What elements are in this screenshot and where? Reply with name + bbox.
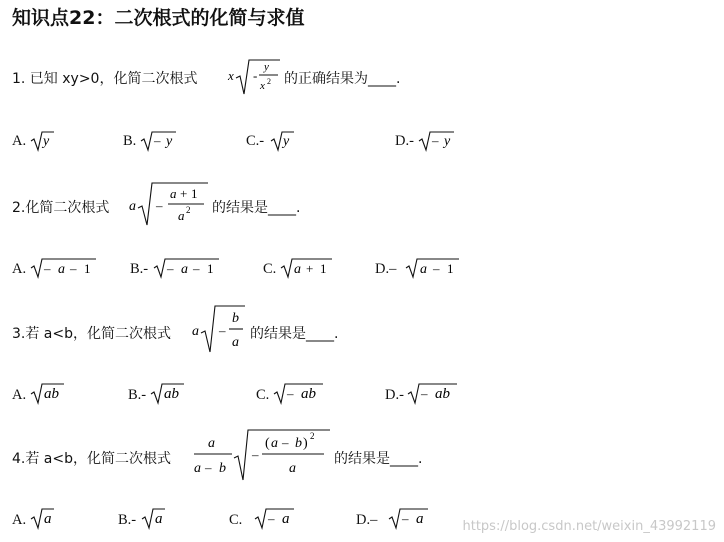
q2-option-a[interactable]: A.: [12, 261, 27, 277]
svg-text:x: x: [260, 80, 265, 92]
svg-text:–: –: [44, 261, 51, 276]
svg-text:y: y: [283, 134, 290, 149]
svg-text:a: a: [271, 436, 278, 451]
q1-option-a-expr: [30, 129, 56, 153]
q4-option-a[interactable]: A.: [12, 512, 27, 528]
q1-option-c[interactable]: C.-: [246, 133, 265, 149]
q4-option-d-expr: [388, 506, 430, 532]
q2-option-d[interactable]: D.–: [375, 261, 397, 277]
svg-text:1: 1: [191, 186, 198, 201]
q1-option-b[interactable]: B.: [123, 133, 137, 149]
svg-text:–: –: [219, 323, 226, 338]
svg-text:b: b: [219, 461, 226, 476]
svg-text:a: a: [155, 511, 163, 527]
svg-text:y: y: [264, 61, 269, 73]
svg-text:a: a: [178, 208, 185, 223]
question-2-suffix: 的结果是____.: [212, 200, 301, 216]
svg-text:a: a: [170, 186, 177, 201]
svg-text:a: a: [294, 262, 301, 277]
q1-option-d-expr: [418, 129, 456, 153]
question-3-suffix: 的结果是____.: [250, 326, 339, 342]
q2-option-a-expr: [30, 256, 98, 280]
question-2-prefix: 2.化简二次根式: [12, 200, 110, 216]
q1-option-c-expr: [270, 129, 296, 153]
svg-text:a: a: [289, 461, 296, 476]
q1-option-d[interactable]: D.-: [395, 133, 414, 149]
svg-text:a: a: [282, 511, 290, 527]
q2-option-c[interactable]: C.: [263, 261, 277, 277]
svg-text:ab: ab: [301, 386, 316, 402]
svg-text:ab: ab: [44, 386, 59, 402]
svg-text:1: 1: [207, 261, 214, 276]
svg-text:x: x: [228, 68, 234, 83]
question-4-suffix: 的结果是____.: [334, 451, 423, 467]
svg-text:1: 1: [320, 261, 327, 276]
q4-option-b-expr: [141, 506, 167, 532]
svg-text:–: –: [167, 261, 174, 276]
svg-text:–: –: [433, 261, 440, 276]
q2-option-b-expr: [153, 256, 221, 280]
svg-text:a: a: [208, 436, 215, 451]
svg-text:ab: ab: [164, 386, 179, 402]
svg-text:–: –: [268, 511, 275, 526]
question-2-expression: [128, 180, 210, 230]
svg-text:–: –: [282, 435, 289, 450]
q4-option-a-expr: [30, 506, 56, 532]
q2-option-d-expr: [405, 256, 461, 280]
question-1-expression: [226, 56, 282, 100]
svg-text:–: –: [193, 261, 200, 276]
svg-text:a: a: [192, 324, 199, 339]
q4-option-c[interactable]: C.: [229, 512, 243, 528]
q1-option-a[interactable]: A.: [12, 133, 27, 149]
question-1-prefix: 1. 已知 xy>0，化简二次根式: [12, 71, 198, 87]
svg-text:y: y: [444, 134, 451, 149]
svg-text:1: 1: [84, 261, 91, 276]
svg-text:1: 1: [447, 261, 454, 276]
svg-text:(: (: [265, 436, 270, 451]
q4-option-b[interactable]: B.-: [118, 512, 137, 528]
svg-text:+: +: [306, 261, 314, 276]
svg-text:b: b: [232, 311, 239, 326]
q2-option-c-expr: [280, 256, 334, 280]
q3-option-b[interactable]: B.-: [128, 387, 147, 403]
q2-option-b[interactable]: B.-: [130, 261, 149, 277]
q3-option-a-expr: [30, 381, 66, 407]
question-4-expression: [192, 426, 332, 484]
q4-option-d[interactable]: D.–: [356, 512, 378, 528]
q3-option-d[interactable]: D.-: [385, 387, 404, 403]
question-4-prefix: 4.若 a<b，化简二次根式: [12, 451, 172, 467]
svg-text:a: a: [416, 511, 424, 527]
q3-option-c[interactable]: C.: [256, 387, 270, 403]
svg-text:a: a: [181, 262, 188, 277]
watermark: https://blog.csdn.net/weixin_43992119: [462, 519, 716, 534]
svg-text:a: a: [129, 199, 136, 214]
svg-text:–: –: [205, 460, 212, 475]
svg-text:): ): [303, 436, 308, 451]
svg-text:2: 2: [186, 205, 191, 215]
q3-option-b-expr: [150, 381, 186, 407]
svg-text:a: a: [44, 511, 52, 527]
svg-text:2: 2: [310, 431, 315, 441]
svg-text:–: –: [70, 261, 77, 276]
svg-text:–: –: [432, 133, 439, 148]
svg-text:y: y: [166, 134, 173, 149]
svg-text:–: –: [287, 386, 294, 401]
svg-text:-: -: [253, 68, 258, 83]
q3-option-a[interactable]: A.: [12, 387, 27, 403]
svg-text:b: b: [295, 436, 302, 451]
question-3-prefix: 3.若 a<b，化简二次根式: [12, 326, 172, 342]
svg-text:ab: ab: [435, 386, 450, 402]
svg-text:–: –: [252, 447, 259, 462]
q4-option-c-expr: [254, 506, 296, 532]
svg-text:a: a: [232, 335, 239, 350]
svg-text:y: y: [43, 134, 50, 149]
svg-text:a: a: [420, 262, 427, 277]
question-1-suffix: 的正确结果为____.: [284, 71, 401, 87]
svg-text:+: +: [180, 186, 188, 201]
q3-option-d-expr: [407, 381, 459, 407]
q3-option-c-expr: [273, 381, 325, 407]
svg-text:–: –: [421, 386, 428, 401]
svg-text:–: –: [156, 198, 163, 213]
svg-text:a: a: [194, 461, 201, 476]
svg-text:–: –: [402, 511, 409, 526]
page-title: 知识点22：二次根式的化简与求值: [12, 7, 305, 29]
svg-text:a: a: [58, 262, 65, 277]
q1-option-b-expr: [140, 129, 178, 153]
svg-text:–: –: [154, 133, 161, 148]
question-3-expression: [191, 302, 247, 356]
svg-text:2: 2: [267, 77, 271, 86]
